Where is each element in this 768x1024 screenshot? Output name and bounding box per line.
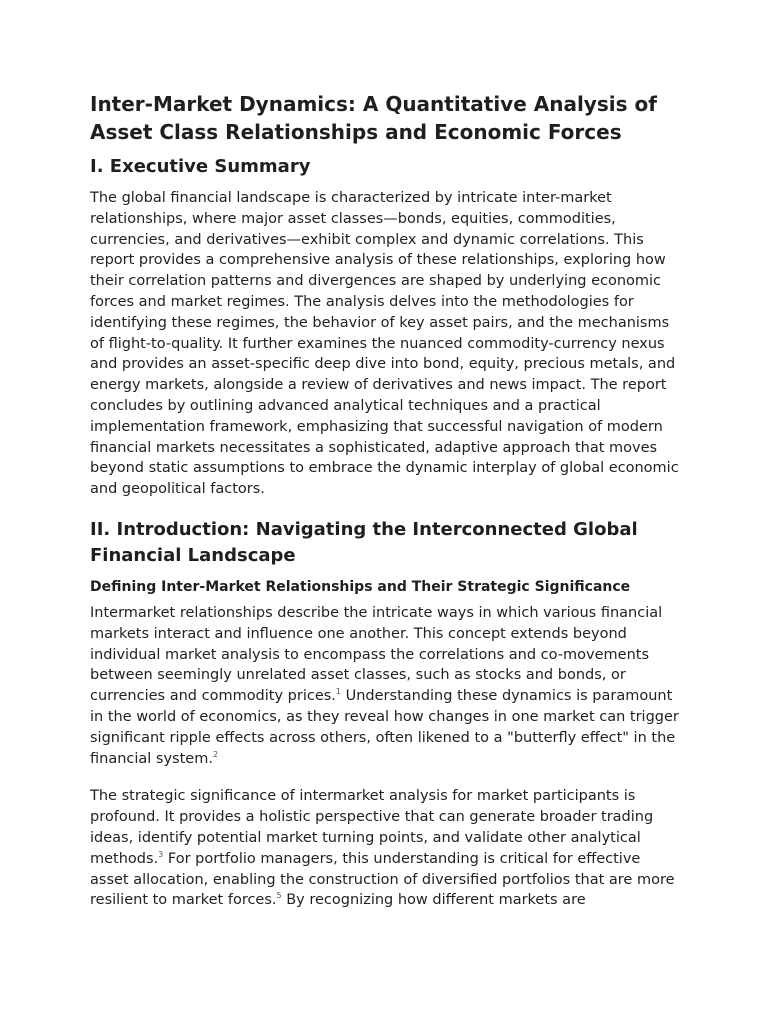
footnote-ref-5[interactable]: 5 <box>276 891 282 901</box>
section-heading-introduction: II. Introduction: Navigating the Interconnected Global Financial Landscape <box>90 518 638 566</box>
introduction-paragraph-1 <box>90 603 680 769</box>
paragraph-text: By recognizing how different markets are <box>281 892 586 909</box>
footnote-ref-2[interactable]: 2 <box>212 749 219 759</box>
footnote-ref-1[interactable]: 1 <box>335 687 342 697</box>
paragraph-text: Intermarket relationships describe the intricate ways in which various financial markets interact and influence one another. This concept extends beyond individual market analysis to encompass the correlations and co-movements between seemingly unrelated asset classes, such as stocks and bonds, or currencies and commodity prices. <box>90 604 663 705</box>
document-title: Inter-Market Dynamics: A Quantitative Analysis of Asset Class Relationships and Economic Forces <box>90 92 657 144</box>
section-heading-executive-summary: I. Executive Summary <box>90 156 311 177</box>
paragraph-text: For portfolio managers, this understanding is critical for effective asset allocation, enabling the construction of diversified portfolios that are more resilient to market forces. <box>90 850 675 909</box>
document-page <box>90 90 680 911</box>
subsection-heading-defining-relationships: Defining Inter-Market Relationships and Their Strategic Significance <box>90 578 631 595</box>
paragraph-text: Understanding these dynamics is paramount in the world of economics, as they reveal how changes in one market can trigger significant ripple effects across others, often likened to a "butterfly effect" in the financial system. <box>90 688 679 767</box>
executive-summary-paragraph: The global financial landscape is characterized by intricate inter-market relationships, where major asset classes—bonds, equities, commodities, currencies, and derivatives—exhibit complex and dynamic correlations. This report provides a comprehensive analysis of these relationships, exploring how their correlation patterns and divergences are shaped by underlying economic forces and market regimes. The analysis delves into the methodologies for identifying these regimes, the behavior of key asset pairs, and the mechanisms of flight-to-quality. It further examines the nuanced commodity-currency nexus and provides an asset-specific deep dive into bond, equity, precious metals, and energy markets, alongside a review of derivatives and news impact. The report concludes by outlining advanced analytical techniques and a practical implementation framework, emphasizing that successful navigation of modern financial markets necessitates a sophisticated, adaptive approach that moves beyond static assumptions to embrace the dynamic interplay of global economic and geopolitical factors. <box>90 190 679 498</box>
footnote-ref-3[interactable]: 3 <box>158 849 164 859</box>
introduction-paragraph-2 <box>90 786 680 911</box>
paragraph-text: The strategic significance of intermarket analysis for market participants is profound. It provides a holistic perspective that can generate broader trading ideas, identify potential market turning points, and validate other analytical methods. <box>90 788 654 867</box>
